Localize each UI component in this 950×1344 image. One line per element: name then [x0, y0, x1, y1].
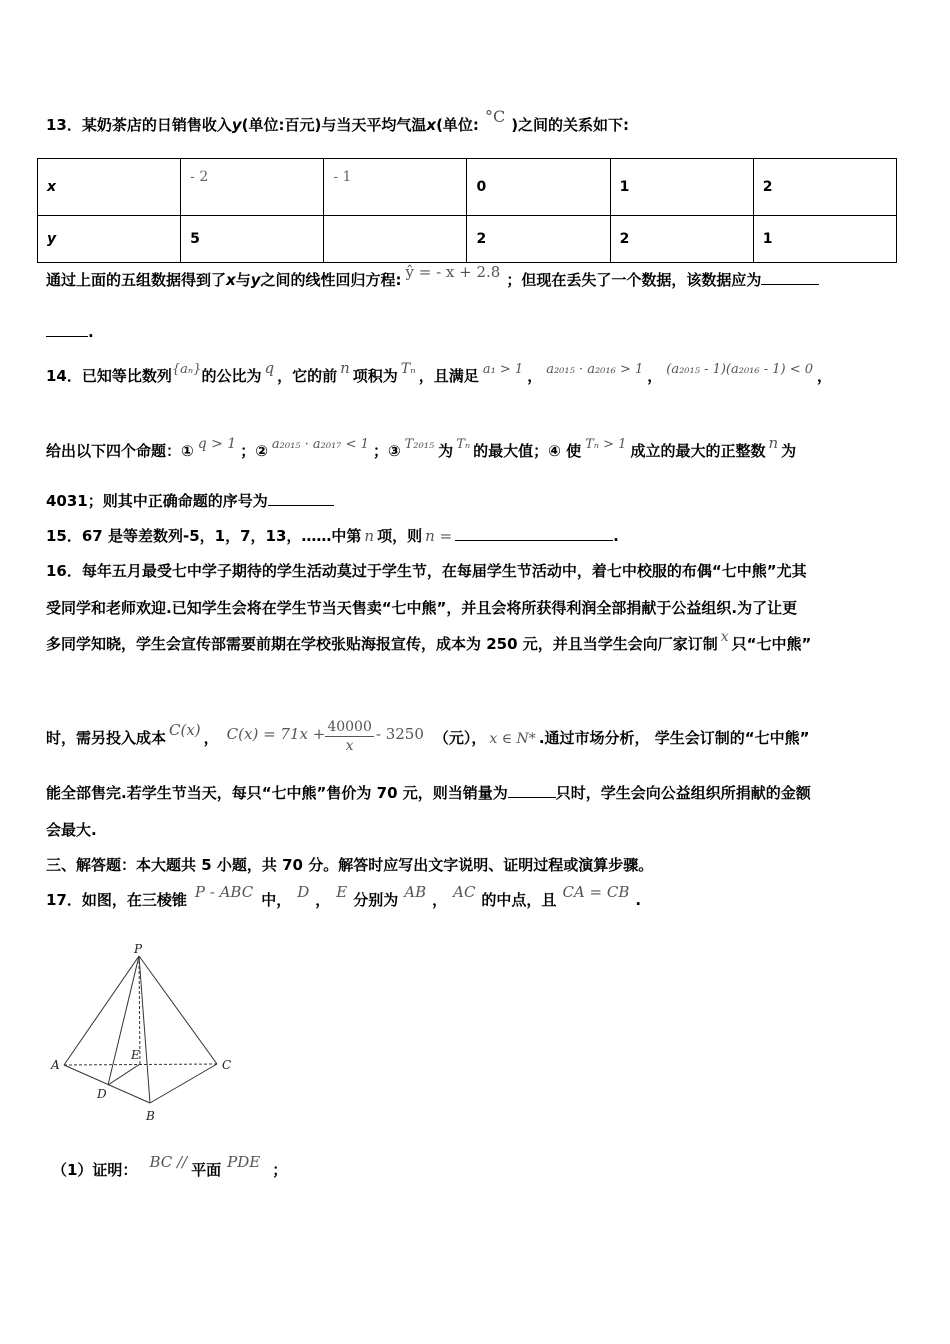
- q17-stem: 17．如图，在三棱锥 P - ABC 中， D ， E 分别为 AB ， AC 的中点，且 CA = CB .: [46, 883, 642, 909]
- q14-line3: 4031；则其中正确命题的序号为: [46, 491, 334, 511]
- edge-PB: [139, 956, 150, 1103]
- edge-AB: [64, 1065, 150, 1103]
- edge-PC: [139, 956, 217, 1064]
- table-row-x: x - 2 - 1 0 1 2: [38, 159, 897, 216]
- q13-number: 13．: [46, 116, 82, 134]
- answer-blank: [46, 322, 88, 337]
- cost-formula: C(x) = 71x +: [226, 725, 326, 743]
- q16-line3: 多同学知晓，学生会宣传部需要前期在学校张贴海报宣传，成本为 250 元，并且当学生会向厂家订制 x 只“七中熊”: [46, 629, 812, 653]
- label-D: D: [97, 1087, 107, 1101]
- regression-equation: ŷ = - x + 2.8: [405, 263, 501, 281]
- q16-line5: 能全部售完.若学生节当天，每只“七中熊”售价为 70 元，则当销量为 只时，学生会向公益组织所捐献的金额: [46, 784, 811, 802]
- q16-line1: 16．每年五月最受七中学子期待的学生活动莫过于学生节，在每届学生节活动中，着七中校服的布偶“七中熊”尤其: [46, 562, 807, 580]
- q14-stem: 14．已知等比数列{aₙ}的公比为 q ，它的前 n 项积为 Tₙ ，且满足 a₁ > 1 ， a₂₀₁₅ · a₂₀₁₆ > 1 ， (a₂₀₁₅ - 1)(a₂₀₁₆ - 1) < 0 ，: [46, 359, 833, 385]
- q13-line3: .: [46, 322, 94, 342]
- q13-data-table: [37, 158, 897, 263]
- answer-blank: [455, 526, 613, 541]
- answer-blank: [268, 491, 334, 506]
- section-3-heading: 三、解答题：本大题共 5 小题，共 70 分。解答时应写出文字说明、证明过程或演算步骤。: [46, 856, 654, 874]
- cost-formula-fraction: $\frac{40000}{x}$: [327, 719, 372, 754]
- edge-PA: [64, 956, 139, 1065]
- label-C: C: [222, 1058, 232, 1072]
- q16-line6: 会最大.: [46, 821, 97, 839]
- label-A: A: [51, 1058, 60, 1072]
- q17-part1: （1）证明： BC // 平面 PDE ；: [52, 1153, 288, 1179]
- label-B: B: [146, 1109, 155, 1123]
- label-E: E: [131, 1048, 140, 1062]
- edge-AC: [64, 1064, 217, 1065]
- label-P: P: [134, 942, 143, 956]
- q16-line4: 时，需另投入成本 C(x) ， C(x) = 71x + $\frac{40000}{x}$ - 3250 （元）， x ∈ N* .通过市场分析， 学生会订制的“七中熊”: [46, 719, 810, 754]
- pyramid-figure: [44, 940, 244, 1125]
- q13-line2: 通过上面的五组数据得到了x与y之间的线性回归方程: ŷ = - x + 2.8 ；但现在丢失了一个数据，该数据应为: [46, 270, 819, 290]
- edge-PD: [108, 956, 139, 1085]
- q15-stem: 15．67 是等差数列-5，1，7，13，……中第 n 项，则 n = .: [46, 527, 619, 545]
- celsius-unit: °C: [484, 107, 506, 126]
- edge-BC: [150, 1064, 217, 1103]
- table-row-y: y 5 2 2 1: [38, 216, 897, 263]
- q13-stem: 13．某奶茶店的日销售收入y(单位:百元)与当天平均气温x(单位: °C )之间的关系如下:: [46, 107, 630, 134]
- q16-line2: 受同学和老师欢迎.已知学生会将在学生节当天售卖“七中熊”，并且会将所获得利润全部捐献于公益组织.为了让更: [46, 599, 798, 617]
- answer-blank: [761, 270, 819, 285]
- answer-blank: [508, 783, 556, 798]
- q14-line2: 给出以下四个命题：① q > 1 ；② a₂₀₁₅ · a₂₀₁₇ < 1 ；③ T₂₀₁₅ 为 Tₙ 的最大值；④ 使 Tₙ > 1 成立的最大的正整数 n 为: [46, 434, 797, 460]
